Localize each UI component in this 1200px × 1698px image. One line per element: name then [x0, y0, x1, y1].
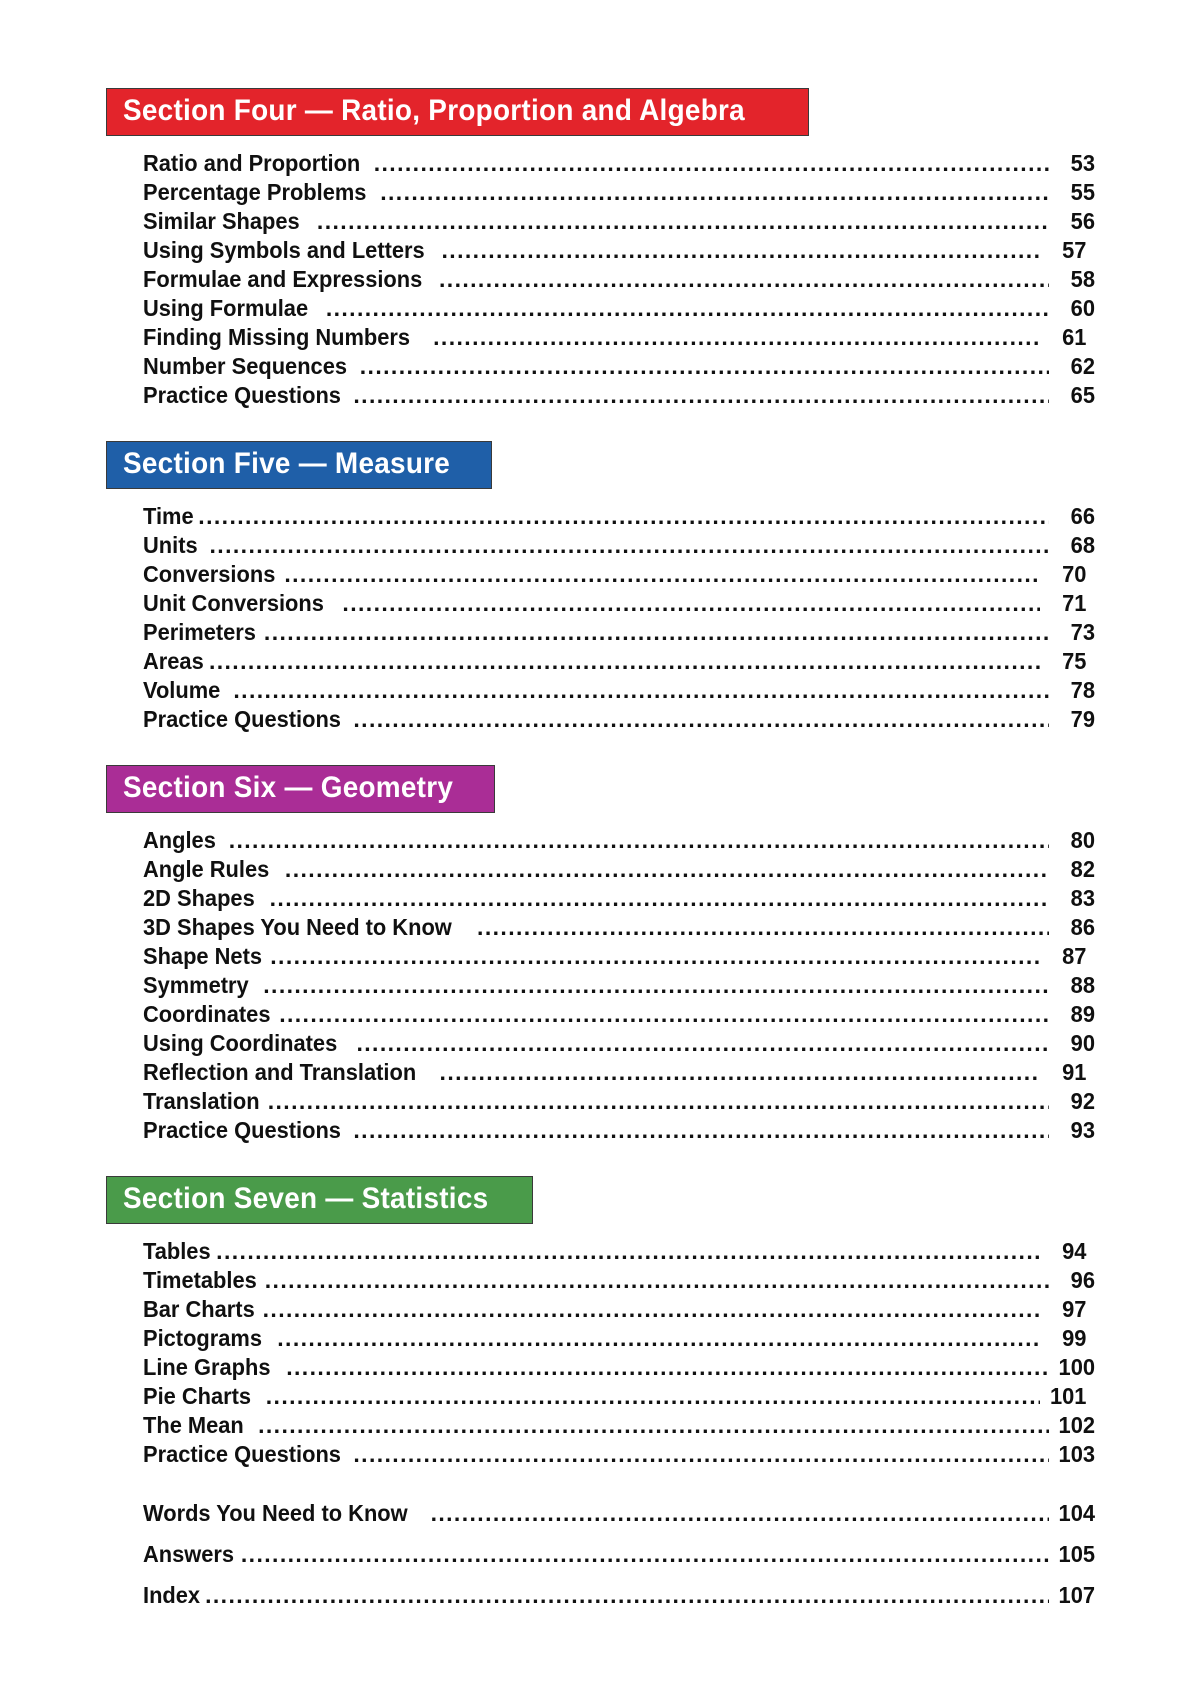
toc-entry-title: Ratio and Proportion [143, 150, 361, 176]
toc-entry[interactable] [0, 503, 1200, 532]
toc-entry[interactable] [0, 943, 1200, 972]
toc-page-number: 61 [1062, 324, 1087, 350]
toc-page-number: 89 [1070, 1001, 1095, 1027]
section-banner-title: Section Four — Ratio, Proportion and Algebra [123, 94, 745, 127]
toc-page-number: 66 [1070, 503, 1095, 529]
toc-page-number: 65 [1070, 382, 1095, 408]
dot-leader [284, 563, 1040, 586]
dot-leader [263, 974, 1049, 997]
toc-entry-title: Using Formulae [143, 295, 309, 321]
toc-entry[interactable] [0, 590, 1200, 619]
dot-leader [353, 1119, 1049, 1142]
dot-leader [353, 1443, 1049, 1466]
toc-page-number: 88 [1070, 972, 1095, 998]
section-banner [106, 441, 492, 489]
toc-entry[interactable] [0, 1383, 1200, 1412]
dot-leader [380, 181, 1049, 204]
section-banner-title: Section Seven — Statistics [123, 1182, 489, 1215]
section-entry-list [0, 150, 1200, 411]
toc-entry[interactable] [0, 885, 1200, 914]
toc-page-number: 56 [1070, 208, 1095, 234]
toc-page-number: 75 [1062, 648, 1087, 674]
toc-entry[interactable] [0, 295, 1200, 324]
toc-entry[interactable] [0, 914, 1200, 943]
toc-page-number: 82 [1070, 856, 1095, 882]
toc-page-number: 78 [1070, 677, 1095, 703]
dot-leader [264, 621, 1049, 644]
dot-leader [209, 650, 1040, 673]
toc-entry[interactable] [0, 1059, 1200, 1088]
dot-leader [198, 505, 1049, 528]
toc-page-number: 103 [1058, 1441, 1095, 1467]
toc-page-number: 91 [1062, 1059, 1087, 1085]
toc-entry-title: 3D Shapes You Need to Know [143, 914, 452, 940]
dot-leader [285, 858, 1049, 881]
toc-entry[interactable] [0, 1117, 1200, 1146]
toc-entry[interactable] [0, 266, 1200, 295]
toc-page-number: 96 [1070, 1267, 1095, 1293]
section-banner-title: Section Six — Geometry [123, 771, 454, 804]
dot-leader [440, 1061, 1040, 1084]
dot-leader [442, 239, 1040, 262]
toc-entry-title: Translation [143, 1088, 260, 1114]
toc-entry-title: Formulae and Expressions [143, 266, 423, 292]
toc-page-number: 93 [1070, 1117, 1095, 1143]
toc-entry-title: Percentage Problems [143, 179, 367, 205]
dot-leader [356, 1032, 1049, 1055]
dot-leader [353, 384, 1049, 407]
dot-leader [265, 1269, 1049, 1292]
toc-page-number: 92 [1070, 1088, 1095, 1114]
toc-entry-title: Unit Conversions [143, 590, 324, 616]
toc-entry-title: Reflection and Translation [143, 1059, 417, 1085]
toc-entry-title: The Mean [143, 1412, 244, 1438]
toc-entry[interactable] [0, 619, 1200, 648]
toc-page-number: 53 [1070, 150, 1095, 176]
toc-page-number: 102 [1058, 1412, 1095, 1438]
toc-entry-title: Pictograms [143, 1325, 263, 1351]
dot-leader [268, 1090, 1049, 1113]
toc-entry[interactable] [0, 150, 1200, 179]
toc-entry-title: Index [143, 1582, 201, 1608]
toc-entry[interactable] [0, 1541, 1200, 1582]
toc-entry-title: Coordinates [143, 1001, 271, 1027]
toc-entry[interactable] [0, 1296, 1200, 1325]
section-banner-title: Section Five — Measure [123, 447, 451, 480]
toc-page-number: 107 [1058, 1582, 1095, 1608]
section-entry-list [0, 1238, 1200, 1470]
section-banner [106, 1176, 533, 1224]
section-banner [106, 88, 809, 136]
toc-entry[interactable] [0, 972, 1200, 1001]
toc-entry-title: Symmetry [143, 972, 249, 998]
toc-entry-title: Time [143, 503, 194, 529]
toc-entry-title: 2D Shapes [143, 885, 255, 911]
toc-page-number: 79 [1070, 706, 1095, 732]
toc-entry[interactable] [0, 1030, 1200, 1059]
dot-leader [205, 1584, 1049, 1607]
section-banner [106, 765, 495, 813]
toc-page-number: 105 [1058, 1541, 1095, 1567]
toc-page-number: 58 [1070, 266, 1095, 292]
dot-leader [431, 1502, 1049, 1525]
dot-leader [210, 534, 1050, 557]
dot-leader [266, 1385, 1040, 1408]
dot-leader [353, 708, 1049, 731]
toc-entry-title: Bar Charts [143, 1296, 255, 1322]
toc-entry[interactable] [0, 532, 1200, 561]
toc-entry-title: Using Coordinates [143, 1030, 338, 1056]
dot-leader [277, 1327, 1040, 1350]
toc-entry[interactable] [0, 1001, 1200, 1030]
dot-leader [342, 592, 1040, 615]
toc-page-number: 80 [1070, 827, 1095, 853]
dot-leader [241, 1543, 1049, 1566]
toc-entry-title: Using Symbols and Letters [143, 237, 425, 263]
dot-leader [477, 916, 1049, 939]
toc-entry-title: Pie Charts [143, 1383, 252, 1409]
dot-leader [258, 1414, 1049, 1437]
toc-entry[interactable] [0, 1441, 1200, 1470]
toc-entry-title: Number Sequences [143, 353, 348, 379]
toc-page-number: 100 [1058, 1354, 1095, 1380]
toc-page-number: 83 [1070, 885, 1095, 911]
toc-entry[interactable] [0, 1325, 1200, 1354]
toc-entry-title: Finding Missing Numbers [143, 324, 411, 350]
toc-entry[interactable] [0, 324, 1200, 353]
backmatter-entry-list [0, 1500, 1200, 1623]
toc-entry[interactable] [0, 1500, 1200, 1541]
toc-entry[interactable] [0, 382, 1200, 411]
toc-entry[interactable] [0, 208, 1200, 237]
toc-entry-title: Volume [143, 677, 221, 703]
dot-leader [270, 945, 1040, 968]
dot-leader [216, 1240, 1040, 1263]
section-entry-list [0, 827, 1200, 1146]
toc-root [0, 88, 1200, 1623]
toc-page-number: 101 [1049, 1383, 1087, 1409]
section-entry-list [0, 503, 1200, 735]
toc-entry[interactable] [0, 1582, 1200, 1623]
toc-entry[interactable] [0, 1088, 1200, 1117]
toc-entry-title: Words You Need to Know [143, 1500, 408, 1526]
toc-entry[interactable] [0, 1238, 1200, 1267]
dot-leader [374, 152, 1049, 175]
toc-entry-title: Angle Rules [143, 856, 270, 882]
toc-entry[interactable] [0, 856, 1200, 885]
toc-page-number: 68 [1070, 532, 1095, 558]
dot-leader [433, 326, 1040, 349]
toc-entry-title: Answers [143, 1541, 235, 1567]
toc-page-number: 94 [1062, 1238, 1087, 1264]
toc-entry-title: Similar Shapes [143, 208, 300, 234]
toc-entry[interactable] [0, 1354, 1200, 1383]
toc-page-number: 87 [1062, 943, 1087, 969]
toc-page-number: 99 [1062, 1325, 1087, 1351]
dot-leader [326, 297, 1049, 320]
toc-entry[interactable] [0, 561, 1200, 590]
toc-page-number: 55 [1070, 179, 1095, 205]
toc-page-number: 104 [1058, 1500, 1095, 1526]
toc-entry-title: Practice Questions [143, 382, 341, 408]
dot-leader [360, 355, 1049, 378]
toc-entry-title: Timetables [143, 1267, 257, 1293]
dot-leader [279, 1003, 1049, 1026]
toc-entry-title: Angles [143, 827, 216, 853]
toc-entry-title: Practice Questions [143, 1441, 341, 1467]
dot-leader [317, 210, 1049, 233]
toc-entry[interactable] [0, 353, 1200, 382]
toc-entry-title: Shape Nets [143, 943, 263, 969]
toc-entry[interactable] [0, 237, 1200, 266]
toc-page-number: 62 [1070, 353, 1095, 379]
toc-entry[interactable] [0, 677, 1200, 706]
toc-entry-title: Perimeters [143, 619, 256, 645]
dot-leader [229, 829, 1049, 852]
toc-entry-title: Line Graphs [143, 1354, 271, 1380]
toc-entry[interactable] [0, 706, 1200, 735]
dot-leader [263, 1298, 1040, 1321]
toc-entry[interactable] [0, 179, 1200, 208]
toc-entry-title: Units [143, 532, 198, 558]
toc-entry[interactable] [0, 1412, 1200, 1441]
toc-page-number: 86 [1070, 914, 1095, 940]
toc-page-number: 70 [1062, 561, 1087, 587]
toc-entry[interactable] [0, 648, 1200, 677]
toc-page-number: 71 [1062, 590, 1087, 616]
toc-entry[interactable] [0, 827, 1200, 856]
toc-entry[interactable] [0, 1267, 1200, 1296]
dot-leader [233, 679, 1049, 702]
toc-page-number: 60 [1070, 295, 1095, 321]
toc-page-number: 57 [1062, 237, 1087, 263]
toc-entry-title: Areas [143, 648, 204, 674]
toc-page-number: 73 [1070, 619, 1095, 645]
toc-entry-title: Conversions [143, 561, 276, 587]
toc-page-number: 97 [1062, 1296, 1087, 1322]
dot-leader [439, 268, 1049, 291]
dot-leader [286, 1356, 1049, 1379]
toc-entry-title: Tables [143, 1238, 211, 1264]
dot-leader [270, 887, 1049, 910]
toc-entry-title: Practice Questions [143, 706, 341, 732]
toc-page-number: 90 [1070, 1030, 1095, 1056]
toc-entry-title: Practice Questions [143, 1117, 341, 1143]
